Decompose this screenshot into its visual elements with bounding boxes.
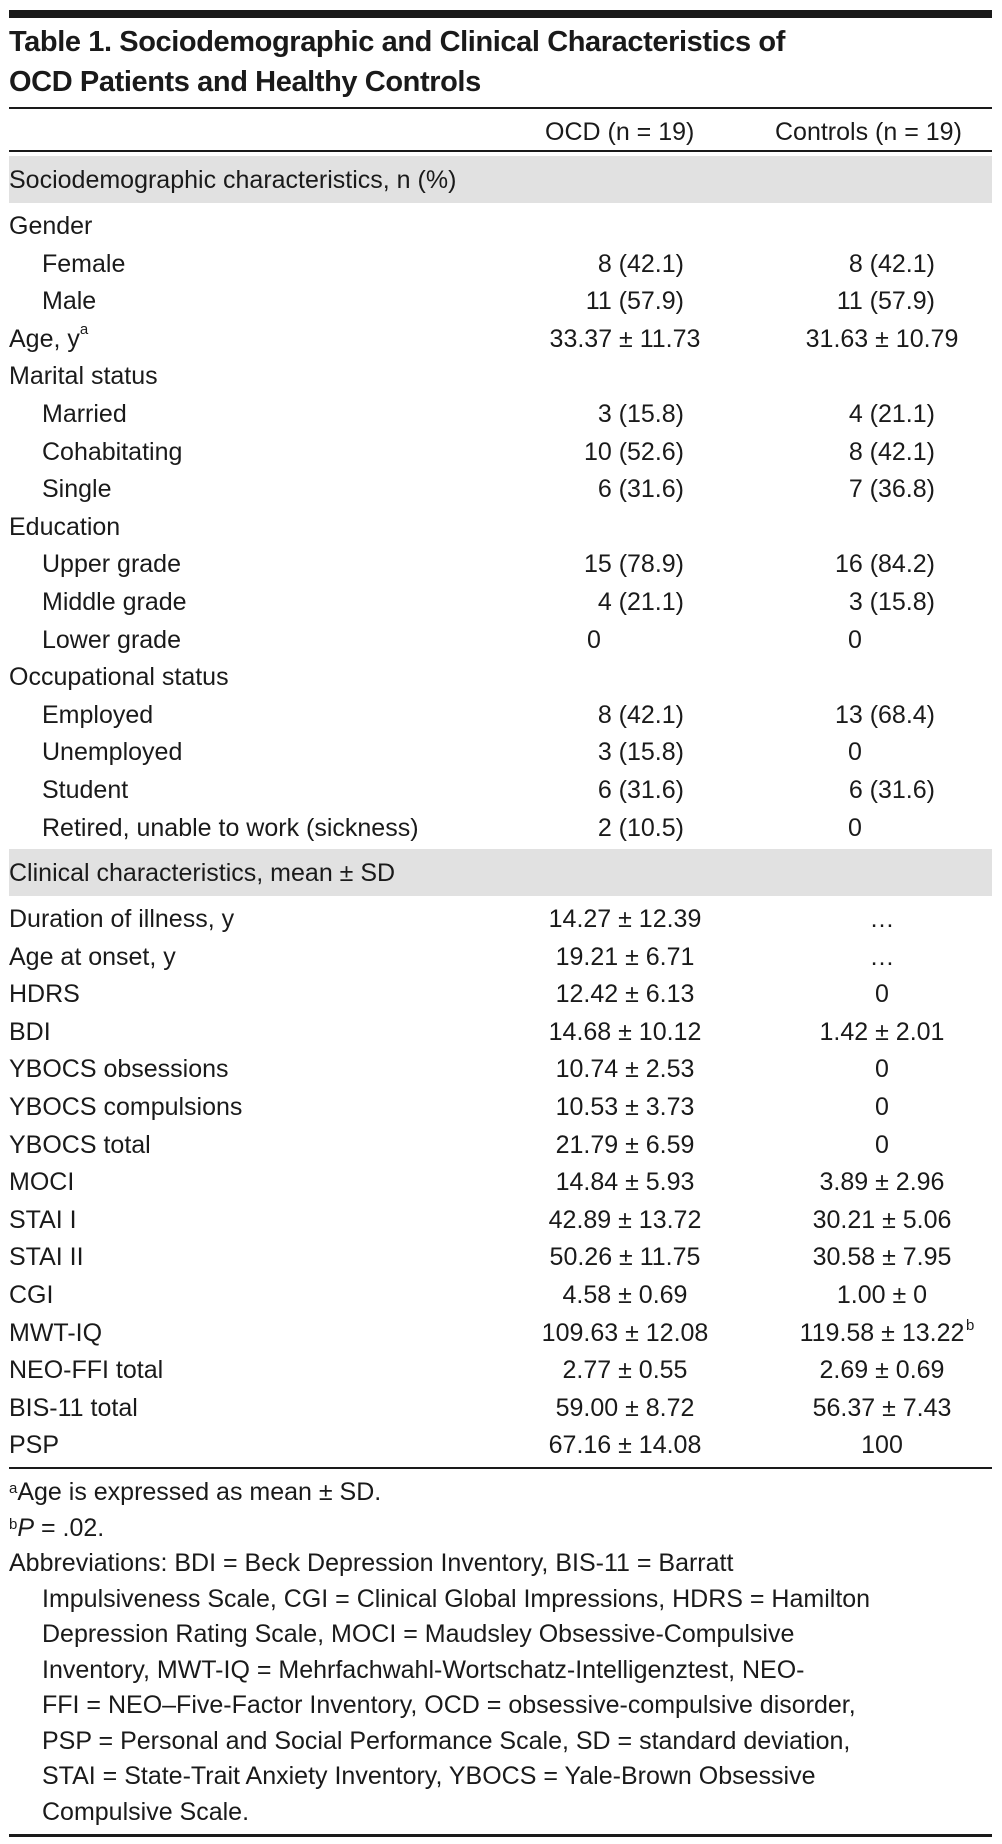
footnote-mark: b (9, 1515, 18, 1533)
controls-value (848, 738, 862, 767)
cell-text: 2.77 ± 0.55 (562, 1356, 688, 1385)
cell-text: 7 (36.8) (848, 475, 935, 504)
ocd-value (549, 1206, 702, 1235)
abbreviations (9, 1546, 992, 1830)
title-line-1: Table 1. Sociodemographic and Clinical Characteristics of (9, 26, 785, 58)
header-controls: Controls (n = 19) (775, 118, 962, 146)
footnote-text: = .02. (34, 1513, 105, 1542)
row-label-text: MOCI (9, 1168, 75, 1197)
p-symbol: P (17, 1513, 35, 1542)
row-label (9, 513, 120, 542)
row-label-text: STAI II (9, 1243, 84, 1272)
controls-value (875, 1093, 889, 1122)
abbreviation-line: Depression Rating Scale, MOCI = Maudsley Obsessive-Compulsive (42, 1620, 795, 1648)
row-label (9, 1131, 151, 1160)
ocd-value (556, 1055, 695, 1084)
cell-text: … (869, 905, 895, 933)
table-row (0, 974, 1002, 1012)
cell-text: 4 (21.1) (848, 400, 935, 428)
row-label-text: YBOCS compulsions (9, 1093, 243, 1121)
row-label-text: Single (42, 475, 112, 504)
footnote-b (9, 1511, 992, 1547)
ocd-value (556, 1093, 695, 1122)
row-label (9, 212, 92, 241)
row-label-text: BIS-11 total (9, 1393, 138, 1422)
table-row (0, 1425, 1002, 1463)
section-heading (9, 156, 992, 203)
section-heading-text: Sociodemographic characteristics, n (%) (9, 166, 457, 194)
cell-text: 11 (57.9) (585, 287, 684, 316)
cell-text: 3 (15.8) (597, 400, 684, 428)
controls-value (837, 287, 935, 316)
cell-text: … (869, 942, 895, 971)
row-label-text: MWT-IQ (9, 1318, 103, 1347)
ocd-value (550, 325, 701, 354)
ocd-value (556, 980, 695, 1009)
rule (9, 107, 992, 109)
controls-value (849, 250, 935, 279)
row-label (42, 738, 182, 767)
cell-text: 6 (31.6) (597, 475, 684, 504)
cell-text: 6 (31.6) (597, 776, 684, 804)
title-line-2: OCD Patients and Healthy Controls (9, 66, 481, 98)
cell-text: 1.00 ± 0 (836, 1281, 928, 1309)
controls-value (835, 701, 935, 730)
row-label-text: Education (9, 512, 121, 541)
ocd-value (556, 1131, 695, 1160)
row-label-text: Student (42, 776, 129, 804)
ocd-value (563, 1356, 688, 1385)
table-row (0, 657, 1002, 695)
cell-text: 0 (587, 625, 601, 654)
cell-text: 6 (31.6) (848, 776, 935, 804)
row-label (9, 1394, 138, 1423)
row-label-text: NEO-FFI total (9, 1356, 164, 1385)
cell-text: 30.21 ± 5.06 (812, 1205, 952, 1234)
ocd-value (598, 588, 684, 617)
ocd-value (598, 814, 684, 843)
cell-text: 30.58 ± 7.95 (812, 1243, 952, 1272)
table-row (0, 244, 1002, 282)
cell-text: 67.16 ± 14.08 (548, 1431, 702, 1460)
row-label-text: Upper grade (42, 550, 181, 579)
table-row (0, 582, 1002, 620)
controls-value (813, 1394, 952, 1423)
table-row (0, 937, 1002, 975)
top-bar (9, 10, 992, 18)
footnote-text: Age is expressed as mean ± SD. (17, 1478, 382, 1506)
controls-value (861, 1431, 903, 1460)
row-label-text: CGI (9, 1281, 54, 1309)
abbreviation-line: PSP = Personal and Social Performance Scale, SD = standard deviation, (42, 1726, 851, 1755)
cell-text: 0 (848, 813, 862, 842)
column-header-row (0, 110, 1002, 150)
controls-value (875, 980, 889, 1009)
cell-text: 14.84 ± 5.93 (555, 1168, 695, 1197)
row-label (42, 400, 127, 429)
ocd-value (586, 287, 684, 316)
ocd-value (598, 738, 684, 767)
cell-text: 56.37 ± 7.43 (812, 1393, 952, 1422)
rule (9, 150, 992, 152)
cell-text: 15 (78.9) (583, 550, 684, 579)
ocd-value (563, 1281, 688, 1310)
row-label-text: Male (42, 287, 97, 316)
row-label-text: Marital status (9, 362, 158, 391)
row-label-text: STAI I (9, 1205, 77, 1234)
row-label-text: Duration of illness, y (9, 905, 235, 933)
controls-value (848, 814, 862, 843)
cell-text: 119.58 ± 13.22 (799, 1318, 965, 1347)
cell-text: 0 (875, 1130, 889, 1159)
row-label (42, 588, 187, 617)
table-row (0, 770, 1002, 808)
controls-value (849, 588, 935, 617)
footnotes (9, 1475, 992, 1830)
controls-value (875, 1131, 889, 1160)
row-label-text: Age at onset, y (9, 942, 176, 971)
table-row (0, 469, 1002, 507)
cell-text: 1.42 ± 2.01 (819, 1017, 945, 1046)
row-label (42, 626, 181, 655)
ocd-value (549, 1018, 702, 1047)
cell-text: 21.79 ± 6.59 (555, 1130, 695, 1159)
row-label (9, 1319, 102, 1348)
table-row (0, 1313, 1002, 1351)
row-label (42, 701, 153, 730)
table-row (0, 1388, 1002, 1426)
cell-text: 10 (52.6) (583, 437, 684, 466)
row-label-text: Occupational status (9, 663, 229, 692)
table-row (0, 319, 1002, 357)
ocd-value (598, 475, 684, 504)
row-label (9, 1243, 84, 1272)
cell-text: 0 (875, 1055, 889, 1084)
table-row (0, 1350, 1002, 1388)
ocd-value (542, 1319, 709, 1348)
table-row (0, 206, 1002, 244)
cell-text: 10.74 ± 2.53 (555, 1055, 695, 1084)
row-label (9, 1168, 74, 1197)
abbreviation-line: Inventory, MWT-IQ = Mehrfachwahl-Wortschatz-Intelligenztest, NEO- (42, 1655, 805, 1684)
row-label (9, 1093, 242, 1122)
row-label-text: Cohabitating (42, 437, 183, 466)
row-label-text: Unemployed (42, 738, 183, 767)
row-label-text: Female (42, 249, 126, 278)
cell-text: 12.42 ± 6.13 (555, 980, 695, 1009)
controls-value (849, 776, 935, 805)
controls-value (813, 1206, 952, 1235)
cell-text: 4.58 ± 0.69 (562, 1281, 688, 1309)
row-label (9, 980, 80, 1009)
section-heading-text: Clinical characteristics, mean ± SD (9, 859, 396, 887)
controls-value (820, 1168, 945, 1197)
cell-text: 13 (68.4) (834, 700, 935, 729)
cell-text: 8 (42.1) (848, 249, 935, 278)
cell-text: 8 (42.1) (597, 700, 684, 729)
row-label (9, 1431, 59, 1460)
ocd-value (549, 905, 702, 934)
row-label-text: YBOCS total (9, 1130, 151, 1159)
footnote-a (9, 1475, 992, 1511)
cell-text: 50.26 ± 11.75 (549, 1243, 701, 1272)
controls-value (875, 1055, 889, 1084)
ocd-value (584, 550, 684, 579)
cell-text: 16 (84.2) (834, 550, 935, 579)
row-label-text: Married (42, 400, 127, 428)
cell-text: 11 (57.9) (836, 287, 935, 316)
abbreviation-line: STAI = State-Trait Anxiety Inventory, YBOCS = Yale-Brown Obsessive (42, 1762, 816, 1790)
controls-value (848, 626, 862, 655)
ocd-value (598, 250, 684, 279)
row-label-text: YBOCS obsessions (9, 1055, 229, 1084)
row-label (9, 905, 234, 934)
table-row (0, 1125, 1002, 1163)
cell-text: 42.89 ± 13.72 (548, 1205, 702, 1234)
table-row (0, 808, 1002, 846)
controls-value (806, 325, 959, 354)
row-label (9, 320, 89, 354)
abbreviation-line: Impulsiveness Scale, CGI = Clinical Global Impressions, HDRS = Hamilton (42, 1584, 871, 1613)
section-heading (9, 849, 992, 896)
table-row (0, 356, 1002, 394)
controls-value (837, 1281, 927, 1310)
abbreviation-line: FFI = NEO–Five-Factor Inventory, OCD = obsessive-compulsive disorder, (42, 1691, 856, 1719)
cell-text: 4 (21.1) (597, 588, 684, 616)
cell-text: 0 (875, 1093, 889, 1121)
table-row (0, 620, 1002, 658)
table-row (0, 432, 1002, 470)
ocd-value (598, 776, 684, 805)
table-row (0, 1200, 1002, 1238)
cell-text: 0 (848, 625, 862, 654)
row-label-text: BDI (9, 1017, 51, 1046)
cell-text: 3.89 ± 2.96 (819, 1168, 945, 1197)
table-row (0, 899, 1002, 937)
abbreviation-line: Abbreviations: BDI = Beck Depression Inventory, BIS-11 = Barratt (9, 1549, 734, 1577)
controls-value (820, 1356, 945, 1385)
row-label-text: Lower grade (42, 625, 181, 654)
row-label (42, 475, 112, 504)
cell-text: 31.63 ± 10.79 (805, 324, 959, 353)
row-label-text: HDRS (9, 980, 80, 1009)
ocd-value (549, 1431, 702, 1460)
cell-text: 10.53 ± 3.73 (555, 1093, 695, 1121)
bottom-rule (9, 1834, 992, 1837)
row-label (9, 1055, 229, 1084)
controls-value (835, 550, 935, 579)
row-label (42, 287, 96, 316)
cell-text: 3 (15.8) (848, 588, 935, 616)
cell-text: 3 (15.8) (597, 738, 684, 767)
row-label (9, 1018, 51, 1047)
table-row (0, 544, 1002, 582)
cell-text: 2.69 ± 0.69 (819, 1356, 945, 1385)
cell-text: 33.37 ± 11.73 (549, 324, 701, 353)
row-label-text: Middle grade (42, 588, 187, 616)
row-label (42, 776, 128, 805)
footnote-mark: a (79, 320, 89, 338)
cell-text: 19.21 ± 6.71 (555, 942, 695, 971)
cell-text: 59.00 ± 8.72 (555, 1393, 695, 1422)
table-row (0, 1162, 1002, 1200)
row-label (9, 1281, 53, 1310)
controls-value (870, 943, 895, 972)
header-ocd: OCD (n = 19) (545, 118, 695, 146)
table-row (0, 695, 1002, 733)
controls-value (820, 1018, 945, 1047)
footnote-mark: b (966, 1316, 975, 1334)
ocd-value (556, 1394, 695, 1423)
controls-value (849, 438, 935, 467)
table-row (0, 732, 1002, 770)
row-label (9, 1356, 163, 1385)
footnote-mark: a (9, 1480, 18, 1497)
controls-value (849, 400, 935, 429)
controls-value (813, 1243, 952, 1272)
ocd-value (598, 400, 684, 429)
cell-text: 0 (848, 738, 862, 767)
row-label-text: Age, y (9, 324, 80, 353)
ocd-value (587, 626, 601, 655)
row-label-text: Gender (9, 212, 93, 240)
cell-text: 8 (42.1) (848, 437, 935, 466)
cell-text: 109.63 ± 12.08 (541, 1318, 709, 1347)
row-label (42, 438, 182, 467)
row-label-text: PSP (9, 1431, 60, 1460)
row-label (42, 550, 181, 579)
table-row (0, 507, 1002, 545)
row-label (42, 814, 419, 843)
abbreviation-line: Compulsive Scale. (42, 1797, 250, 1826)
cell-text: 14.27 ± 12.39 (548, 905, 702, 933)
table-row (0, 1275, 1002, 1313)
controls-value (870, 905, 895, 934)
ocd-value (556, 943, 695, 972)
row-label-text: Retired, unable to work (sickness) (42, 813, 419, 842)
row-label (42, 250, 125, 279)
ocd-value (556, 1168, 695, 1197)
ocd-value (598, 701, 684, 730)
cell-text: 100 (861, 1431, 903, 1460)
table-row (0, 281, 1002, 319)
rule (9, 1467, 992, 1469)
table-row (0, 1049, 1002, 1087)
table-row (0, 1237, 1002, 1275)
table-title (9, 22, 989, 102)
table-row (0, 1012, 1002, 1050)
row-label-text: Employed (42, 700, 154, 729)
cell-text: 0 (875, 980, 889, 1009)
row-label (9, 663, 229, 692)
row-label (9, 362, 158, 391)
controls-value (849, 475, 935, 504)
table-row (0, 1087, 1002, 1125)
ocd-value (584, 438, 684, 467)
controls-value (799, 1316, 975, 1348)
table-row (0, 394, 1002, 432)
cell-text: 2 (10.5) (597, 813, 684, 842)
row-label (9, 943, 176, 972)
cell-text: 8 (42.1) (597, 249, 684, 278)
ocd-value (550, 1243, 701, 1272)
row-label (9, 1206, 77, 1235)
cell-text: 14.68 ± 10.12 (548, 1017, 702, 1046)
